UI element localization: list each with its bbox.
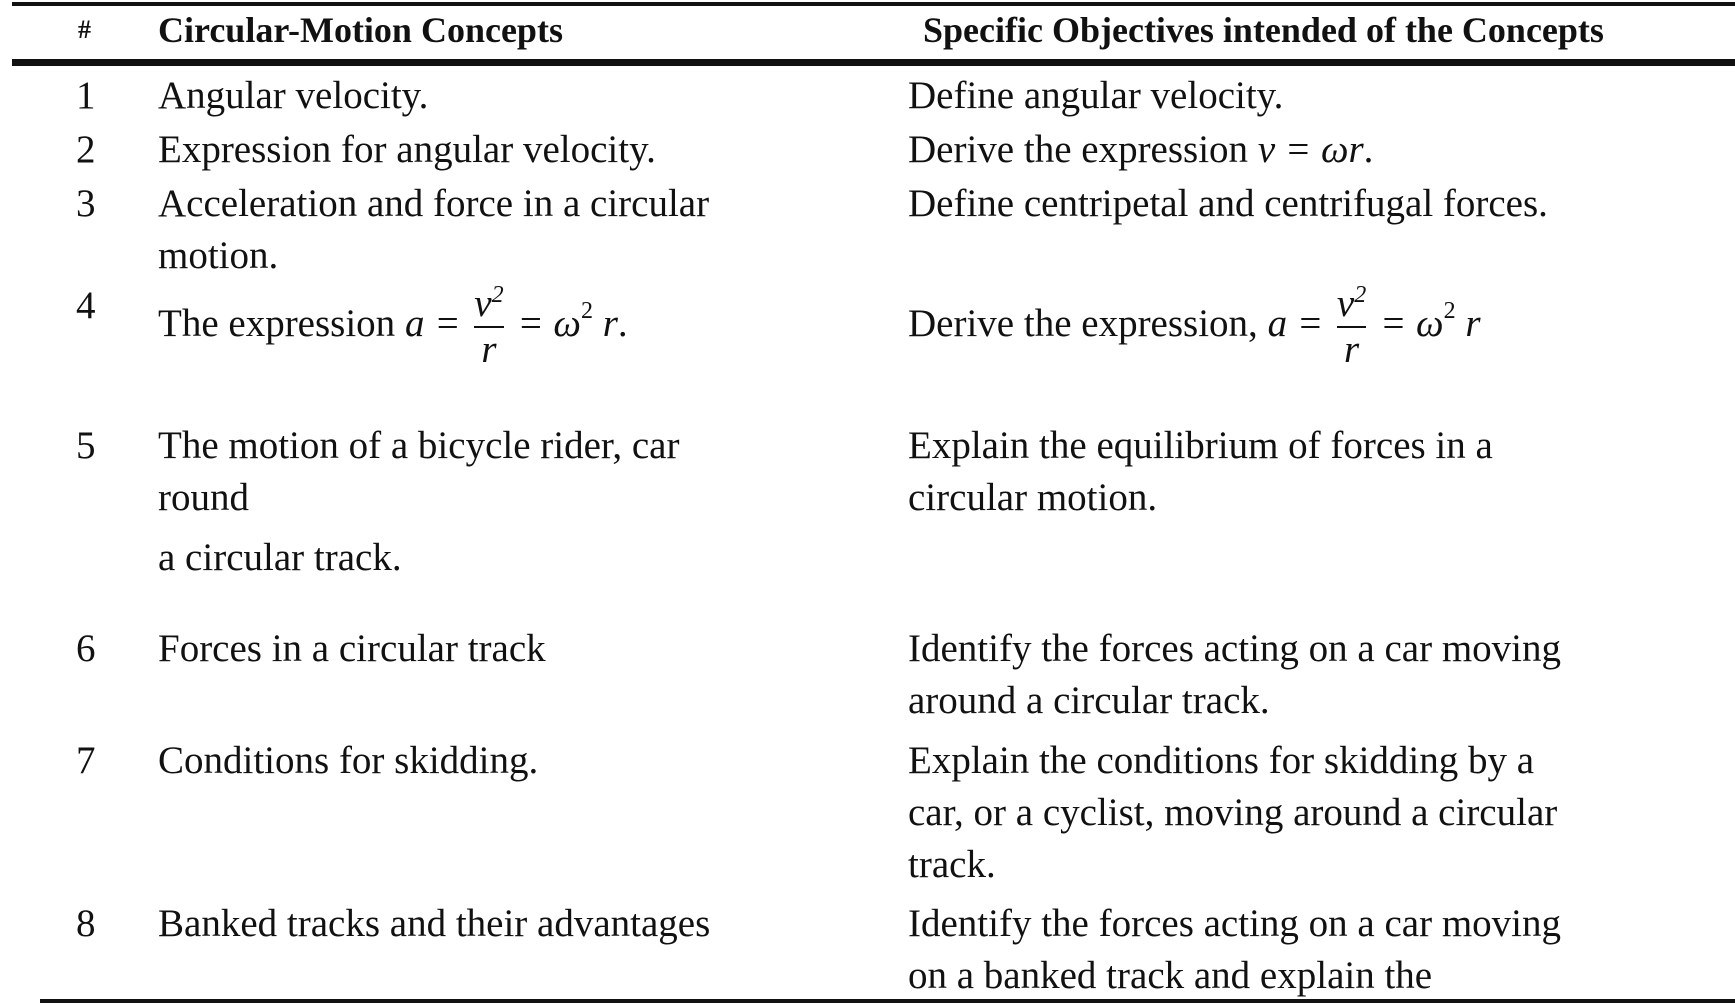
objective-cell [908,420,1493,524]
row-number: 7 [76,739,96,782]
objective-text: track. [908,843,996,886]
fraction-numerator: $v^2$ [474,282,504,325]
concept-cell [158,124,656,176]
objective-text: circular motion. [908,476,1158,519]
header-objectives: Specific Objectives intended of the Concepts [923,10,1604,50]
objective-formula: v = ωr [1257,128,1364,171]
objective-text: Derive the expression, [908,301,1258,345]
concept-cell [158,282,628,372]
concept-text: motion. [158,234,279,277]
objective-text: Define angular velocity. [908,74,1284,117]
header-concepts: Circular-Motion Concepts [158,10,563,50]
concept-text: Angular velocity. [158,74,429,117]
concept-formula-rhs: = ω [517,301,581,345]
objective-text: Explain the conditions for skidding by a [908,739,1535,782]
concept-cell [158,735,538,787]
header-number: # [78,15,91,44]
concept-text: Conditions for skidding. [158,739,539,782]
row-number: 5 [76,424,96,467]
objective-formula-exponent: 2 [1443,297,1456,324]
objective-text: on a banked track and explain the [908,954,1433,997]
concept-cell [158,623,546,675]
row-number: 1 [76,74,96,117]
concept-formula-lhs: a = [404,301,461,345]
objective-cell [908,124,1373,176]
table-bottom-rule [40,999,1735,1003]
table-top-rule [12,2,1735,6]
objective-cell [908,70,1283,122]
concept-text: Banked tracks and their advantages [158,902,711,945]
concept-text: The motion of a bicycle rider, car [158,424,680,467]
concept-cell [158,898,710,950]
objective-formula-lhs: a = [1267,301,1324,345]
objective-text: around a circular track. [908,679,1270,722]
objective-formula-tail: r [1465,301,1481,345]
header-rule [12,59,1735,66]
fraction-denominator: r [1343,328,1360,371]
concept-text: Forces in a circular track [158,627,546,670]
concept-cell [158,420,679,584]
concept-formula-exponent: 2 [580,297,593,324]
row-number: 3 [76,182,96,225]
objective-text: Explain the equilibrium of forces in a [908,424,1493,467]
objective-suffix: . [1363,128,1374,171]
objective-text: Identify the forces acting on a car moving [908,627,1562,670]
objective-formula-rhs: = ω [1379,301,1444,345]
row-number: 6 [76,627,96,670]
objective-cell [908,178,1548,230]
concept-text: a circular track. [158,536,402,579]
objective-cell [908,898,1561,1002]
concept-cell [158,70,428,122]
fraction-denominator: r [481,328,497,371]
objective-text: Identify the forces acting on a car moving [908,902,1562,945]
concept-suffix: . [617,301,628,345]
objective-text: Define centripetal and centrifugal forces. [908,182,1548,225]
objective-text: Derive the expression [908,128,1249,171]
objective-cell [908,282,1481,372]
fraction-numerator: $v^2$ [1336,282,1367,325]
concept-text: Acceleration and force in a circular [158,182,710,225]
concept-formula-tail: r [602,301,618,345]
row-number: 4 [76,284,96,327]
concept-cell [158,178,709,282]
row-number: 8 [76,902,96,945]
concept-text: Expression for angular velocity. [158,128,656,171]
row-number: 2 [76,128,96,171]
objective-cell [908,623,1561,727]
objective-text: car, or a cyclist, moving around a circular [908,791,1558,834]
concept-text: round [158,476,249,519]
objective-cell [908,735,1557,891]
objective-fraction [1337,282,1366,372]
concept-text: The expression [158,301,396,345]
concept-fraction [474,282,503,372]
